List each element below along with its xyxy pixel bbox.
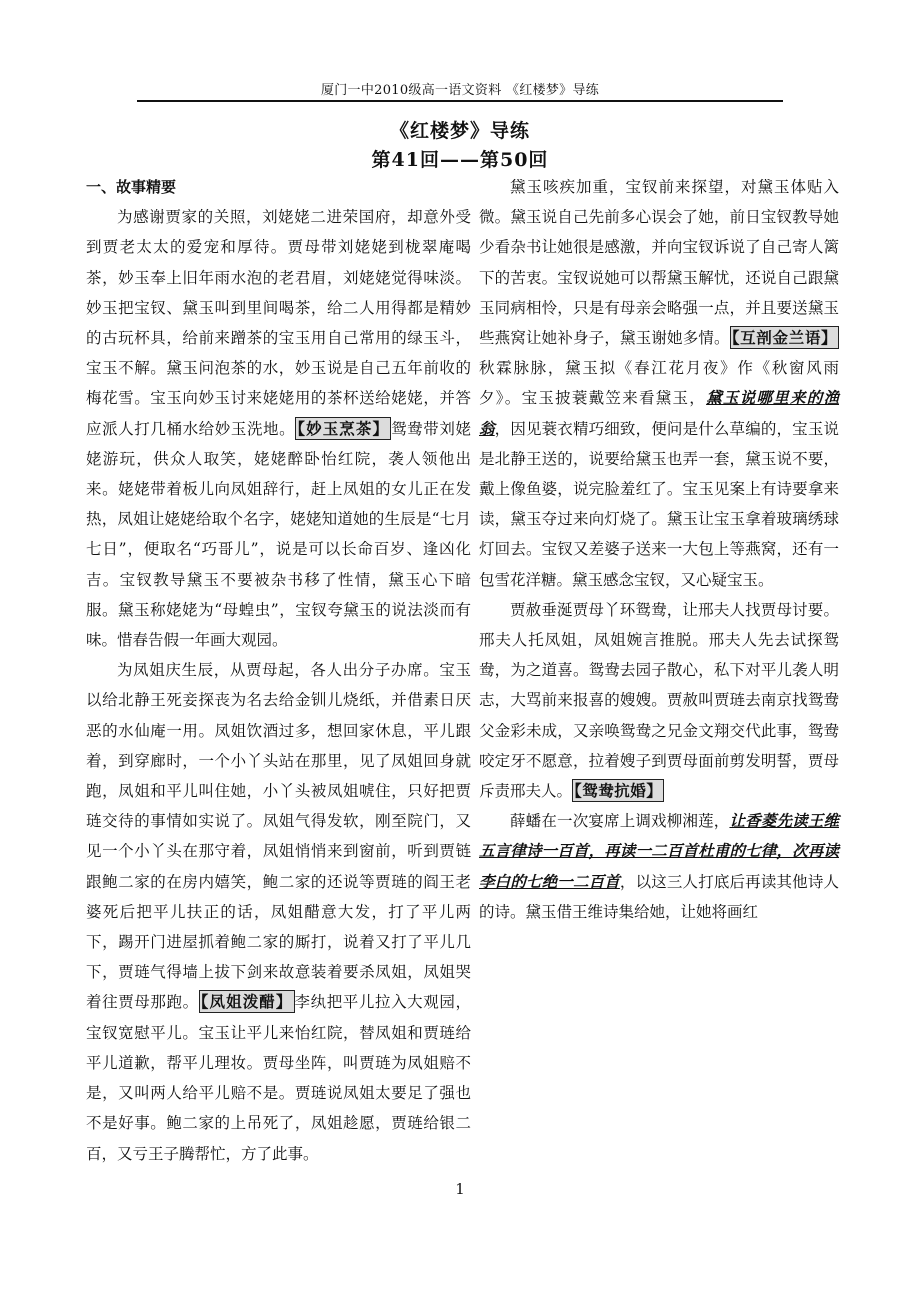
paragraph-xuepan-xiangling	[479, 806, 839, 927]
paragraph-text: 为凤姐庆生辰，从贾母起，各人出分子办席。宝玉以给北静王死妾探丧为名去给金钏儿烧纸，并借素日厌恶的水仙庵一用。凤姐饮酒过多，想回家休息，平儿跟着，到穿廊时，一个小丫头站在那里，见了凤姐回身就跑，凤姐和平儿叫住她，小丫头被凤姐唬住，只好把贾琏交待的事情如实说了。凤姐气得发软，刚至院门，又见一个小丫头在那守着，凤姐悄悄来到窗前，听到贾链跟鲍二家的在房内嬉笑，鲍二家的还说等贾琏的阎王老婆死后把平儿扶正的话，凤姐醋意大发，打了平儿两下，踢开门进屋抓着鲍二家的厮打，说着又打了平儿几下，贾琏气得墙上拔下剑来故意装着要杀凤姐，凤姐哭着往贾母那跑。	[86, 661, 471, 1012]
emphasis-text: 黛玉说哪里来的渔翁	[479, 388, 839, 438]
page-number: 1	[455, 1180, 465, 1198]
paragraph-text: 秋霖脉脉，黛玉拟《春江花月夜》作《秋窗风雨夕》。宝玉披蓑戴笠来看黛玉，	[479, 359, 839, 408]
document-title: 《红楼梦》导练	[389, 120, 530, 142]
section-heading: 一、故事精要	[86, 178, 177, 196]
paragraph-text: 鸳鸯带刘姥姥游玩，供众人取笑，姥姥醉卧怡红院，袭人领他出来。姥姥带着板儿向凤姐辞行，赶上凤姐的女儿正在发热，凤姐让姥姥给取个名字，姥姥知道她的生辰是“七月七日”，便取名“巧哥儿”，说是可以长命百岁、逢凶化吉。宝钗教导黛玉不要被杂书移了性情，黛玉心下暗服。黛玉称姥姥为“母蝗虫”，宝钗夸黛玉的说法淡而有味。惜春告假一年画大观园。	[86, 419, 471, 650]
paragraph-text: 贾赦垂涎贾母丫环鸳鸯，让邢夫人找贾母讨要。邢夫人托凤姐，凤姐婉言推脱。邢夫人先去试探鸳鸯，为之道喜。鸳鸯去园子散心，私下对平儿袭人明志，大骂前来报喜的嫂嫂。贾赦叫贾琏去南京找鸳鸯父金彩未成，又亲唤鸳鸯之兄金文翔交代此事，鸳鸯咬定牙不愿意，拉着嫂子到贾母面前剪发明誓，贾母斥责邢夫人。	[479, 600, 839, 801]
paragraph-text: 为感谢贾家的关照，刘姥姥二进荣国府，却意外受到贾老太太的爱宠和厚待。贾母带刘姥姥到栊翠庵喝茶，妙玉奉上旧年雨水泡的老君眉，刘姥姥觉得味淡。妙玉把宝钗、黛玉叫到里间喝茶，给二人用得都是精妙的古玩杯具，给前来蹭茶的宝玉用自己常用的绿玉斗，宝玉不解。黛玉问泡茶的水，妙玉说是自己五年前收的梅花雪。宝玉向妙玉讨来姥姥用的茶杯送给姥姥，并答应派人打几桶水给妙玉洗地。	[86, 208, 471, 438]
paragraph-fengjie-birthday	[86, 655, 471, 1168]
emphasis-text: 让香菱先读王维五言律诗一百首，再读一二百首杜甫的七律，次再读李白的七绝一二百首	[479, 811, 839, 891]
document-subtitle: 第41回——第50回	[371, 149, 549, 171]
paragraph-daiyu-baochai	[479, 172, 839, 595]
paragraph-text: ，以这三人打底后再读其他诗人的诗。黛玉借王维诗集给她，让她将画红	[479, 872, 839, 921]
left-column	[86, 172, 471, 1169]
chapter-tag-jinlan-words: 【互剖金兰语】	[731, 328, 837, 348]
chapter-tag-fengjie-jealousy: 【凤姐泼醋】	[200, 992, 293, 1012]
paragraph-liu-laolao	[86, 202, 471, 655]
paragraph-yuanyang	[479, 595, 839, 806]
right-column	[479, 172, 839, 927]
chapter-tag-yuanyang-refuses: 【鸳鸯抗婚】	[574, 781, 663, 801]
paragraph-text: ，因见蓑衣精巧细致，便问是什么草编的，宝玉说是北静王送的，说要给黛玉也弄一套，黛玉说不要，戴上像鱼婆，说完脸羞红了。宝玉见案上有诗要拿来读，黛玉夺过来向灯烧了。黛玉让宝玉拿着玻璃绣球灯回去。宝钗又差婆子送来一大包上等燕窝，还有一包雪花洋糖。黛玉感念宝钗，又心疑宝玉。	[479, 419, 839, 589]
paragraph-text: 薛蟠在一次宴席上调戏柳湘莲，	[510, 812, 730, 831]
paragraph-text: 黛玉咳疾加重，宝钗前来探望，对黛玉体贴入微。黛玉说自己先前多心误会了她，前日宝钗教导她少看杂书让她很是感激，并向宝钗诉说了自己寄人篱下的苦衷。宝钗说她可以帮黛玉解忧，还说自己跟黛玉同病相怜，只是有母亲会略强一点，并且要送黛玉些燕窝让她补身子，黛玉谢她多情。	[479, 178, 839, 348]
paragraph-text: 李纨把平儿拉入大观园，宝钗宽慰平儿。宝玉让平儿来怡红院，替凤姐和贾琏给平儿道歉，帮平儿理妆。贾母坐阵，叫贾琏为凤姐赔不是，又叫两人给平儿赔不是。贾琏说凤姐太要足了强也不是好事。鲍二家的上吊死了，凤姐趁愿，贾琏给银二百，又亏王子腾帮忙，方了此事。	[86, 993, 471, 1163]
header-divider	[137, 100, 783, 102]
chapter-tag-miaoyu-tea: 【妙玉烹茶】	[297, 418, 390, 438]
running-header: 厦门一中2010级高一语文资料 《红楼梦》导练	[320, 83, 600, 98]
